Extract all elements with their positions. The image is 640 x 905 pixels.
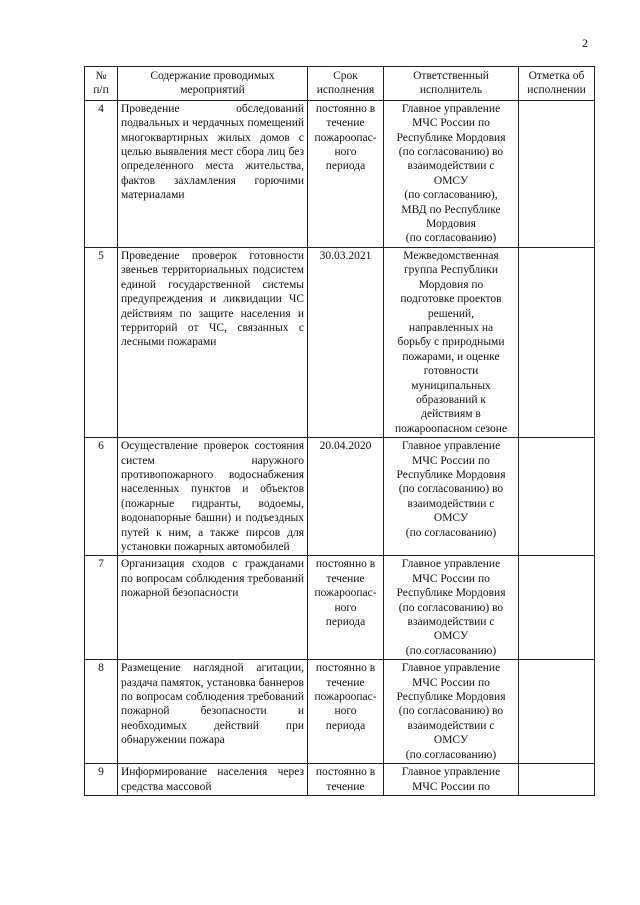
term-line: постоянно в xyxy=(315,102,376,115)
responsible-line: (по согласованию) во xyxy=(398,601,504,614)
row-number: 7 xyxy=(85,556,118,660)
responsible-line: ОМСУ xyxy=(433,174,469,187)
page-number: 2 xyxy=(582,36,588,50)
responsible-line: взаимодействии с xyxy=(407,719,495,732)
measures-table xyxy=(84,66,595,796)
responsible-line: (по согласованию) во xyxy=(398,705,504,718)
row-mark xyxy=(519,660,595,764)
header-num: № п/п xyxy=(85,67,118,101)
table-row xyxy=(85,247,595,437)
row-responsible xyxy=(384,660,519,764)
responsible-line: Мордовия xyxy=(426,218,476,231)
row-content: Размещение наглядной агитации, раздача памяток, установка баннеров по вопросам соблюдения требований пожарной безопасности и необходимых действий при обнаружении пожара xyxy=(118,660,308,764)
responsible-line: (по согласованию), xyxy=(404,189,498,202)
responsible-line: (по согласованию) во xyxy=(398,483,504,496)
header-content: Содержание проводимых мероприятий xyxy=(118,67,308,101)
header-responsible: Ответственный исполнитель xyxy=(384,67,519,101)
responsible-line: МЧС России по xyxy=(412,676,490,689)
responsible-line: МЧС России по xyxy=(412,117,490,130)
row-number: 4 xyxy=(85,100,118,247)
responsible-line: (по согласованию) xyxy=(405,644,497,657)
table-body xyxy=(85,100,595,795)
term-line: пожароопас- xyxy=(314,587,377,600)
term-line: течение xyxy=(326,780,365,793)
row-mark xyxy=(519,247,595,437)
term-line: течение xyxy=(326,676,365,689)
responsible-line: решений, xyxy=(427,307,475,320)
responsible-line: Республике Мордовия xyxy=(396,131,506,144)
term-line: 30.03.2021 xyxy=(319,249,372,262)
table-header-row xyxy=(85,67,595,101)
responsible-line: направленных на xyxy=(408,321,494,334)
responsible-line: (по согласованию) xyxy=(405,526,497,539)
responsible-line: Главное управление xyxy=(401,440,501,453)
responsible-line: Главное управление xyxy=(401,662,501,675)
term-line: периода xyxy=(325,719,366,732)
responsible-line: Межведомственная xyxy=(403,249,499,262)
responsible-line: готовности xyxy=(423,365,479,378)
row-responsible xyxy=(384,438,519,556)
responsible-line: борьбу с природными xyxy=(397,336,505,349)
table-row xyxy=(85,438,595,556)
term-line: ного xyxy=(334,601,357,614)
row-number: 8 xyxy=(85,660,118,764)
row-responsible xyxy=(384,764,519,796)
term-line: постоянно в xyxy=(315,766,376,779)
responsible-line: взаимодействии с xyxy=(407,497,495,510)
row-term xyxy=(308,247,384,437)
row-number: 6 xyxy=(85,438,118,556)
responsible-line: МЧС России по xyxy=(412,572,490,585)
responsible-line: МЧС России по xyxy=(412,780,490,793)
row-content: Осуществление проверок состояния систем наружного противопожарного водоснабжения населенных пунктов и объектов (пожарные гидранты, водоемы, водонапорные башни) и подъездных путей к ним, а также пирсов для установки пожарных автомобилей xyxy=(118,438,308,556)
responsible-line: ОМСУ xyxy=(433,512,469,525)
row-responsible xyxy=(384,100,519,247)
row-term xyxy=(308,100,384,247)
term-line: ного xyxy=(334,705,357,718)
row-content: Информирование населения через средства массовой xyxy=(118,764,308,796)
responsible-line: Республике Мордовия xyxy=(396,587,506,600)
row-content: Проведение проверок готовности звеньев территориальных подсистем единой государственной системы предупреждения и ликвидации ЧС действиям по защите населения и территорий от ЧС, связанных с лесными пожарами xyxy=(118,247,308,437)
table-row xyxy=(85,100,595,247)
responsible-line: пожароопасном сезоне xyxy=(394,422,508,435)
responsible-line: взаимодействии с xyxy=(407,160,495,173)
term-line: постоянно в xyxy=(315,558,376,571)
term-line: течение xyxy=(326,572,365,585)
responsible-line: действиям в xyxy=(421,408,481,421)
responsible-line: Главное управление xyxy=(401,558,501,571)
responsible-line: ОМСУ xyxy=(433,630,469,643)
row-content: Проведение обследований подвальных и чердачных помещений многоквартирных жилых домов с целью выявления мест сбора лиц без определенного места жительства, фактов захламления горючими материалами xyxy=(118,100,308,247)
term-line: пожароопас- xyxy=(314,131,377,144)
term-line: ного xyxy=(334,146,357,159)
row-mark xyxy=(519,764,595,796)
term-line: периода xyxy=(325,616,366,629)
row-number: 5 xyxy=(85,247,118,437)
responsible-line: (по согласованию) xyxy=(405,232,497,245)
responsible-line: образований к xyxy=(416,393,486,406)
term-line: пожароопас- xyxy=(314,691,377,704)
responsible-line: группа Республики xyxy=(403,264,499,277)
row-responsible xyxy=(384,556,519,660)
row-content: Организация сходов с гражданами по вопросам соблюдения требований пожарной безопасности xyxy=(118,556,308,660)
responsible-line: Республике Мордовия xyxy=(396,691,506,704)
header-mark: Отметка об исполнении xyxy=(519,67,595,101)
row-term xyxy=(308,556,384,660)
header-term: Срок исполнения xyxy=(308,67,384,101)
responsible-line: Главное управление xyxy=(401,102,501,115)
row-mark xyxy=(519,438,595,556)
row-number: 9 xyxy=(85,764,118,796)
term-line: 20.04.2020 xyxy=(319,440,372,453)
term-line: периода xyxy=(325,160,366,173)
responsible-line: муниципальных xyxy=(411,379,491,392)
responsible-line: Главное управление xyxy=(401,766,501,779)
responsible-line: (по согласованию) во xyxy=(398,146,504,159)
responsible-line: Республике Мордовия xyxy=(396,468,506,481)
row-mark xyxy=(519,556,595,660)
responsible-line: взаимодействии с xyxy=(407,616,495,629)
responsible-line: подготовке проектов xyxy=(400,293,502,306)
responsible-line: Мордовия по xyxy=(418,278,484,291)
term-line: течение xyxy=(326,117,365,130)
row-term xyxy=(308,438,384,556)
row-term xyxy=(308,660,384,764)
responsible-line: МВД по Республике xyxy=(401,203,501,216)
responsible-line: МЧС России по xyxy=(412,454,490,467)
table-row xyxy=(85,660,595,764)
row-responsible xyxy=(384,247,519,437)
row-term xyxy=(308,764,384,796)
term-line: постоянно в xyxy=(315,662,376,675)
responsible-line: пожарами, и оценке xyxy=(402,350,500,363)
responsible-line: ОМСУ xyxy=(433,734,469,747)
table-row xyxy=(85,764,595,796)
row-mark xyxy=(519,100,595,247)
responsible-line: (по согласованию) xyxy=(405,748,497,761)
table-row xyxy=(85,556,595,660)
